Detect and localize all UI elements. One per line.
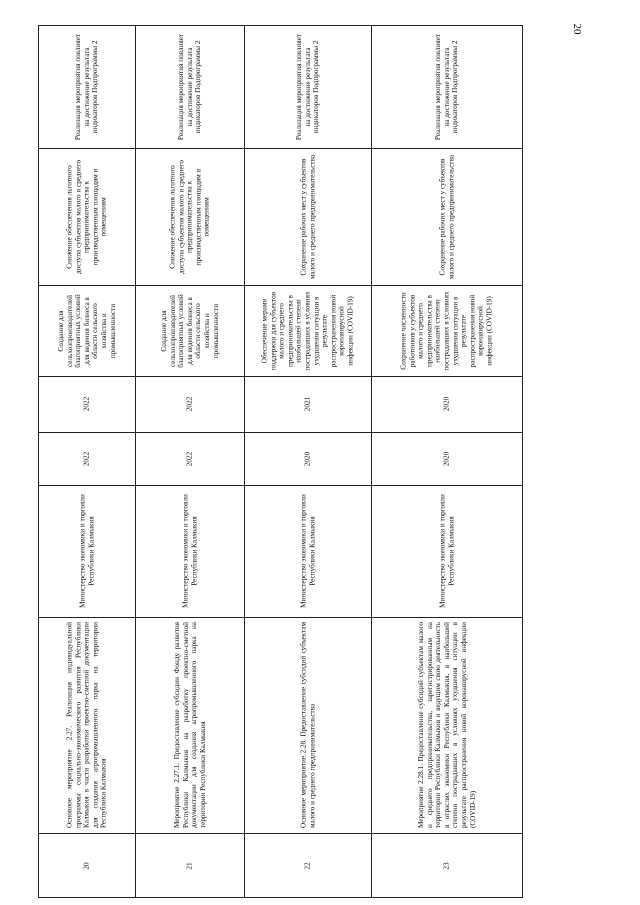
indicator-cell-text: Снижение обеспечения льготного доступа субъектов малого и среднего предпринимательства к производственным площадям и помещениям: [168, 159, 211, 274]
row-number-cell: [38, 833, 135, 898]
link-cell: [38, 25, 135, 148]
indicator-cell: [371, 148, 523, 285]
row-number-cell-text: 23: [442, 861, 451, 870]
expected-result-cell-text: Создание для сельхозпроизводителей благоприятных условий для ведения бизнеса в области сельского хозяйства и промышленности: [159, 293, 219, 368]
end-year-cell-text: 2020: [442, 396, 451, 412]
row-number-cell: [371, 833, 523, 898]
expected-result-cell: [135, 285, 244, 376]
executor-cell-text: Министерство экономики и торговли Республики Калмыкия: [438, 494, 455, 608]
start-year-cell: [135, 432, 244, 485]
start-year-cell-text: 2022: [185, 451, 194, 466]
end-year-cell: [244, 376, 371, 432]
page-number: 20: [571, 23, 583, 35]
link-cell-text: Реализация мероприятия повлияет на достижение результата индикаторов Подпрограммы 2: [176, 33, 202, 140]
row-number-cell-text: 20: [82, 861, 91, 870]
link-cell-text: Реализация мероприятия повлияет на достижение результата индикаторов Подпрограммы 2: [73, 33, 99, 140]
start-year-cell-text: 2022: [82, 451, 91, 466]
indicator-cell: [135, 148, 244, 285]
executor-cell: [38, 485, 135, 617]
activity-cell: [244, 617, 371, 833]
start-year-cell-text: 2020: [442, 451, 451, 466]
end-year-cell-text: 2021: [303, 396, 312, 412]
link-cell: [135, 25, 244, 148]
executor-cell-text: Министерство экономики и торговли Республики Калмыкия: [180, 494, 198, 608]
executor-cell-text: Министерство экономики и торговли Республики Калмыкия: [298, 494, 316, 608]
row-number-cell-text: 22: [303, 861, 312, 870]
expected-result-cell: [244, 285, 371, 376]
executor-cell: [135, 485, 244, 617]
indicator-cell-text: Снижение обеспечения льготного доступа субъектов малого и среднего предпринимательства к производственным площадям и помещениям: [65, 159, 108, 274]
activity-cell: [38, 617, 135, 833]
activity-cell-text: Мероприятие 2.28.1. Предоставление субсидий субъектам малого и среднего предпринимательства, зарегистрированным на территории Республики Калмыкия и ведущим свою деятельность в отраслях экономики Республики Калмыкия, в наибольшей степени пострадавших в условиях ухудшения ситуации в результате распространения новой коронавирусной инфекции (COVID-19): [416, 622, 477, 828]
executor-cell: [371, 485, 523, 617]
start-year-cell-text: 2020: [303, 451, 312, 466]
activity-cell: [135, 617, 244, 833]
activity-cell-text: Мероприятие 2.27.1. Предоставление субсидии Фонду развития Республики Калмыкия на разработку проектно-сметной документации для создания агропромышленного парка на территории Республики Калмыкия: [172, 622, 207, 828]
start-year-cell: [38, 432, 135, 485]
end-year-cell-text: 2022: [82, 396, 91, 412]
expected-result-cell: [38, 285, 135, 376]
expected-result-cell-text: Сохранение численности работников у субъектов малого и среднего предпринимательства в наибольшей степени пострадавших в условиях ухудшения ситуации в результате распространения новой коронавирусной инфекции (COVID-19): [399, 290, 494, 371]
end-year-cell: [371, 376, 523, 432]
row-number-cell: [244, 833, 371, 898]
end-year-cell: [38, 376, 135, 432]
indicator-cell: [38, 148, 135, 285]
indicator-cell-text: Сохранение рабочих мест у субъектов малого и среднего предпринимательства: [438, 154, 455, 279]
activity-cell: [371, 617, 523, 833]
end-year-cell-text: 2022: [185, 396, 194, 412]
expected-result-cell: [371, 285, 523, 376]
expected-result-cell-text: Создание для сельхозпроизводителей благоприятных условий для ведения бизнеса в области сельского хозяйства и промышленности: [56, 293, 116, 368]
link-cell-text: Реализация мероприятия повлияет на достижение результата индикаторов Подпрограммы 2: [434, 33, 460, 140]
start-year-cell: [371, 432, 523, 485]
row-number-cell-text: 21: [185, 861, 194, 870]
executor-cell: [244, 485, 371, 617]
activity-cell-text: Основное мероприятие 2.28. Предоставление субсидий субъектам малого и среднего предпринимательства: [298, 622, 316, 828]
link-cell-text: Реализация мероприятия повлияет на достижение результата индикаторов Подпрограммы 2: [294, 33, 320, 140]
activity-cell-text: Основное мероприятие 2.27. Реализация индивидуальной программы социально-экономического развития Республики Калмыкия в части разработки проектно-сметной документации для создания агропромышленного парка на территории Республики Калмыкия: [65, 622, 108, 828]
indicator-cell-text: Сохранение рабочих мест у субъектов малого и среднего предпринимательства: [298, 154, 316, 279]
indicator-cell: [244, 148, 371, 285]
expected-result-cell-text: Обеспечение мерами поддержки для субъектов малого и среднего предпринимательства в наибольшей степени пострадавших в условиях ухудшения ситуации в результате распространения новой коронавирусной инфекции (COVID-19): [260, 290, 355, 371]
link-cell: [244, 25, 371, 148]
executor-cell-text: Министерство экономики и торговли Республики Калмыкия: [77, 494, 95, 608]
start-year-cell: [244, 432, 371, 485]
row-number-cell: [135, 833, 244, 898]
end-year-cell: [135, 376, 244, 432]
link-cell: [371, 25, 523, 148]
activities-table: [38, 25, 523, 898]
